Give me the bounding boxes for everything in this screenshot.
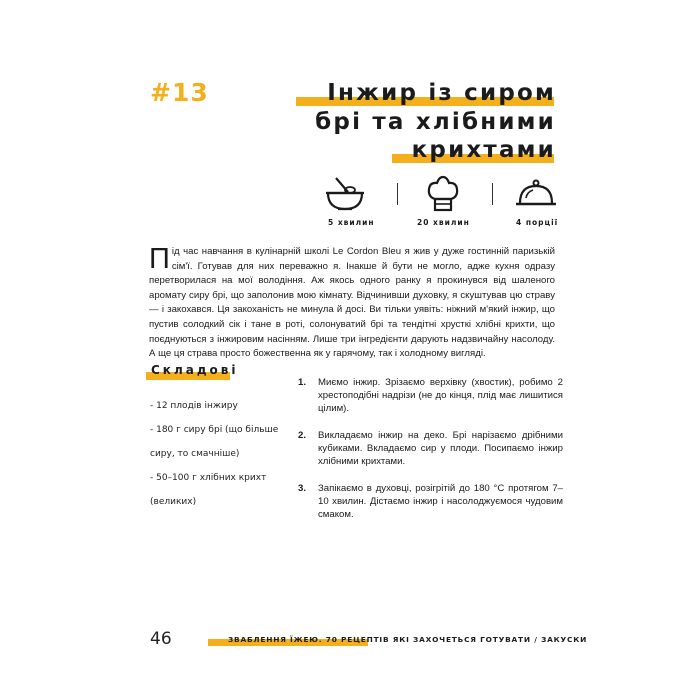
ingredient-item: (великих) <box>150 497 197 507</box>
recipe-title <box>327 80 556 106</box>
step-text: Викладаємо інжир на деко. Брі нарізаємо дрібними кубиками. Вкладаємо сир у плоди. Посипаємо інжир хлібними крихтами. <box>318 430 563 467</box>
ingredient-item: - 180 г сиру брі (що більше <box>150 425 279 435</box>
serving-cloche-icon <box>515 178 557 210</box>
ingredient-item: сиру, то смачніше) <box>150 449 240 459</box>
ingredient-item: - 12 плодів інжиру <box>150 401 238 411</box>
cook-time-label: 20 хвилин <box>417 218 470 227</box>
step-number: 3. <box>298 483 307 494</box>
page-number: 46 <box>150 629 172 649</box>
title-line-1: Інжир із сиром <box>327 80 556 106</box>
title-line-2: брі та хлібними <box>315 109 556 135</box>
ingredient-item: - 50–100 г хлібних крихт <box>150 473 267 483</box>
mixing-bowl-icon <box>324 176 366 212</box>
title-line-3: крихтами <box>411 137 556 163</box>
meta-separator-2 <box>492 183 493 205</box>
steps-list <box>298 376 563 535</box>
step-item <box>298 429 563 468</box>
ingredients-list <box>150 395 280 515</box>
running-footer: ЗВАБЛЕННЯ ЇЖЕЮ. 70 РЕЦЕПТІВ ЯКІ ЗАХОЧЕТЬСЯ ГОТУВАТИ / ЗАКУСКИ <box>228 635 588 644</box>
step-text: Миємо інжир. Зрізаємо верхівку (хвостик), робимо 2 хрестоподібні надрізи (не до кінця, плід має лишитися цілим). <box>318 377 563 414</box>
title-line-2-wrap <box>315 109 556 135</box>
meta-separator-1 <box>397 183 398 205</box>
step-number: 2. <box>298 430 307 441</box>
intro-paragraph <box>149 245 555 362</box>
step-item <box>298 376 563 415</box>
title-line-3-wrap <box>412 137 556 163</box>
prep-time-label: 5 хвилин <box>328 218 375 227</box>
intro-text: ід час навчання в кулінарній школі Le Cordon Bleu я жив у дуже гостинній паризькій сім'ї. Готував для них переважно я. Інакше й бути не могло, адже кухня одразу перетворилася на мої володіння. Аж якось одного ранку я прокинувся від шаленого аромату сиру брі, що заполонив мою кімнату. Відчинивши духовку, я скуштував цю страву — і закохався. Ця закоханість не минула й досі. Ви тільки уявіть: ніжний м'який інжир, що пустив солодкий сік і тане в роті, солонуватий брі та тендітні хрусткі хлібні крихти, що поєднуються з інжировим насінням. Лише три інгредієнти дарують надзвичайну насолоду. А ще ця страва просто божественна як у гарячому, так і холодному вигляді. <box>149 246 555 360</box>
chef-hat-icon <box>426 175 460 213</box>
drop-cap: П <box>149 243 170 275</box>
recipe-number: #13 <box>150 78 209 107</box>
step-number: 1. <box>298 377 307 388</box>
ingredients-heading: Складові <box>151 363 239 377</box>
step-text: Запікаємо в духовці, розігрітій до 180 °С протягом 7–10 хвилин. Дістаємо інжир і насолоджуємося чудовим смаком. <box>318 483 563 520</box>
step-item <box>298 482 563 521</box>
servings-label: 4 порції <box>516 218 559 227</box>
